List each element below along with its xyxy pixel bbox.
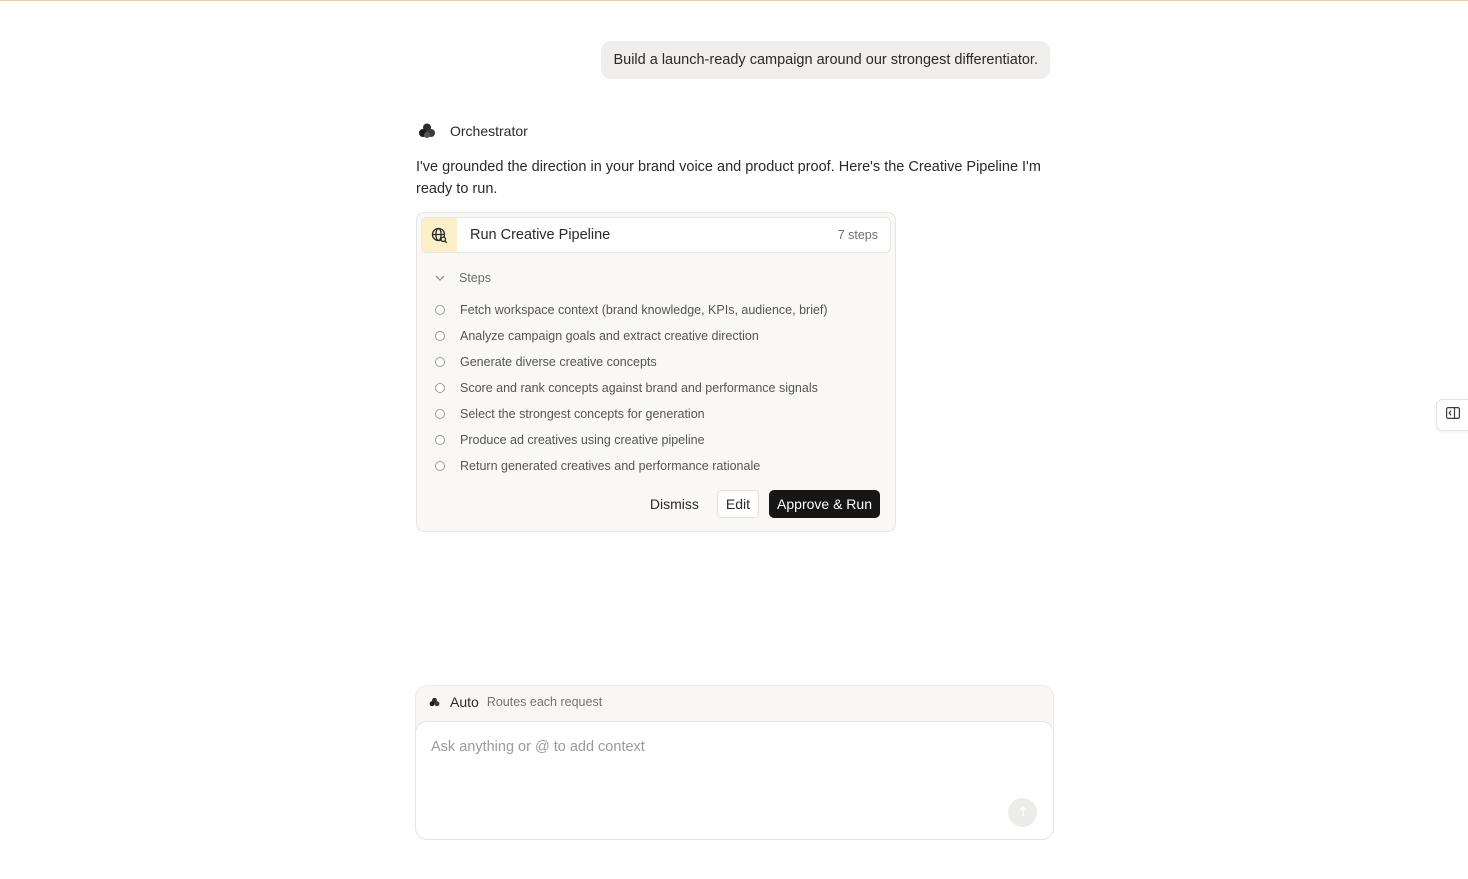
step-status-radio bbox=[435, 305, 445, 315]
agent-message: I've grounded the direction in your brand voice and product proof. Here's the Creative Pipeline I'm ready to run. bbox=[416, 159, 1041, 197]
step-item bbox=[435, 453, 828, 479]
step-text: Generate diverse creative concepts bbox=[460, 355, 657, 369]
side-panel-toggle[interactable] bbox=[1436, 399, 1468, 431]
step-item bbox=[435, 427, 828, 453]
step-status-radio bbox=[435, 435, 445, 445]
step-text: Fetch workspace context (brand knowledge, KPIs, audience, brief) bbox=[460, 303, 828, 317]
plan-card-title: Run Creative Pipeline bbox=[470, 227, 611, 243]
step-list bbox=[435, 297, 828, 479]
step-status-radio bbox=[435, 331, 445, 341]
approve-run-button[interactable]: Approve & Run bbox=[769, 490, 880, 518]
step-text: Analyze campaign goals and extract creative direction bbox=[460, 329, 759, 343]
top-divider bbox=[0, 0, 1468, 1]
step-item bbox=[435, 323, 828, 349]
steps-toggle[interactable] bbox=[435, 269, 491, 287]
send-button[interactable] bbox=[1008, 798, 1037, 827]
chevron-down-icon bbox=[435, 273, 445, 283]
orchestrator-logo-icon bbox=[428, 696, 440, 708]
step-status-radio bbox=[435, 409, 445, 419]
plan-card-header[interactable] bbox=[421, 217, 891, 253]
plan-card bbox=[416, 212, 896, 532]
plan-card-actions bbox=[642, 490, 880, 518]
step-count-badge: 7 steps bbox=[837, 228, 878, 242]
user-message-text: Build a launch-ready campaign around our strongest differentiator. bbox=[613, 52, 1038, 68]
step-item bbox=[435, 401, 828, 427]
step-status-radio bbox=[435, 357, 445, 367]
model-mode-selector[interactable] bbox=[428, 692, 602, 712]
step-item bbox=[435, 375, 828, 401]
step-status-radio bbox=[435, 461, 445, 471]
chat-input[interactable] bbox=[431, 736, 1011, 758]
mode-description: Routes each request bbox=[486, 695, 603, 709]
step-text: Score and rank concepts against brand and performance signals bbox=[460, 381, 818, 395]
step-text: Return generated creatives and performance rationale bbox=[460, 459, 761, 473]
step-text: Produce ad creatives using creative pipeline bbox=[460, 433, 705, 447]
step-item bbox=[435, 349, 828, 375]
agent-header bbox=[417, 120, 528, 142]
step-item bbox=[435, 297, 828, 323]
edit-button[interactable]: Edit bbox=[717, 490, 759, 518]
mode-name: Auto bbox=[450, 694, 479, 710]
agent-name: Orchestrator bbox=[450, 123, 528, 139]
step-status-radio bbox=[435, 383, 445, 393]
panel-toggle-icon bbox=[1446, 406, 1460, 424]
steps-label: Steps bbox=[459, 271, 491, 285]
user-message-bubble bbox=[601, 41, 1050, 79]
dismiss-button[interactable]: Dismiss bbox=[642, 490, 707, 518]
orchestrator-logo-icon bbox=[417, 121, 437, 141]
globe-search-icon bbox=[422, 218, 457, 252]
arrow-up-icon bbox=[1018, 804, 1028, 822]
step-text: Select the strongest concepts for generation bbox=[460, 407, 705, 421]
composer bbox=[415, 721, 1054, 840]
